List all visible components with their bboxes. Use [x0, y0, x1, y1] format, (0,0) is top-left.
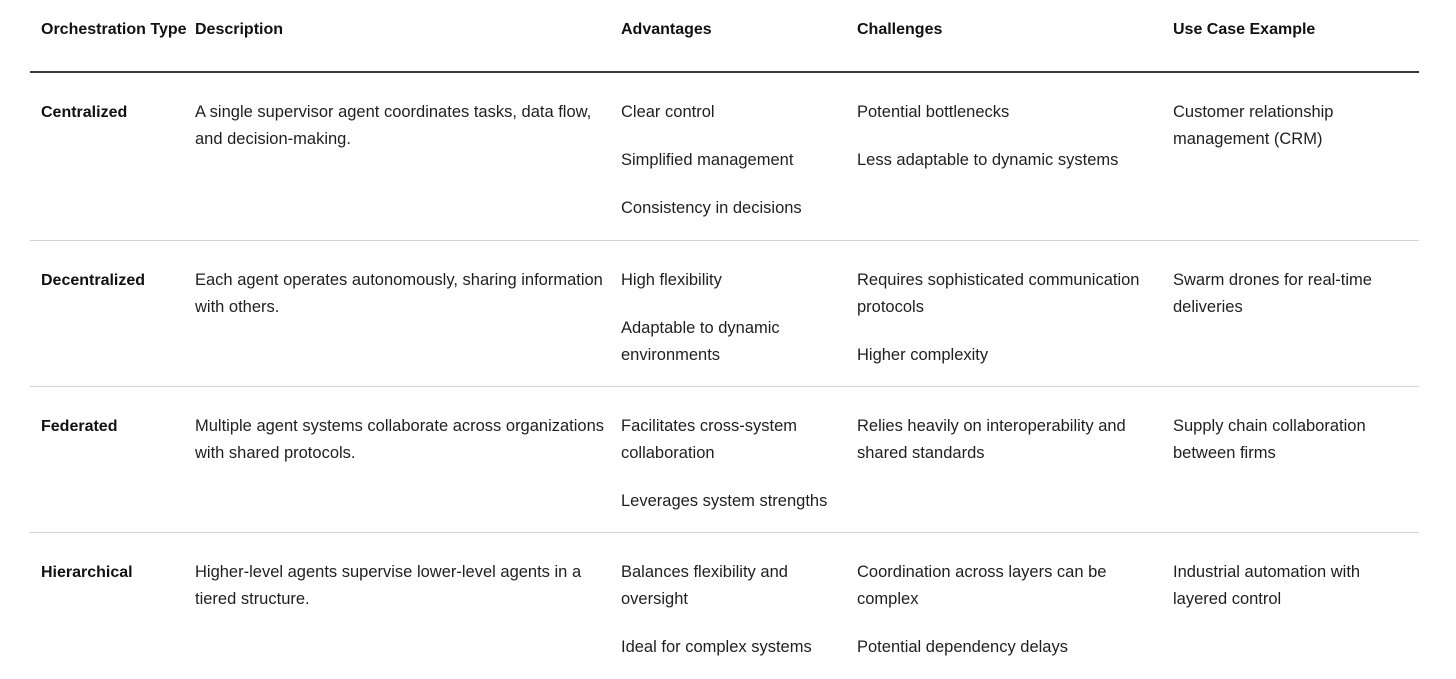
cell-use-case-example: Industrial automation with layered control — [1173, 563, 1361, 608]
challenge-item: Less adaptable to dynamic systems — [857, 151, 1119, 169]
table-row — [30, 533, 1419, 678]
advantage-item: Consistency in decisions — [621, 199, 802, 217]
challenge-item: Relies heavily on interoperability and shared standards — [857, 417, 1126, 462]
header-challenges: Challenges — [857, 21, 943, 38]
header-description: Description — [195, 21, 284, 38]
advantage-item: Leverages system strengths — [621, 492, 828, 510]
cell-use-case-example: Swarm drones for real-time deliveries — [1173, 271, 1372, 316]
cell-orchestration-type: Hierarchical — [41, 564, 133, 581]
advantage-item: Adaptable to dynamic environments — [621, 319, 780, 364]
cell-orchestration-type: Decentralized — [41, 272, 146, 289]
cell-description: Multiple agent systems collaborate across organizations with shared protocols. — [195, 417, 605, 462]
table-row — [30, 241, 1419, 387]
orchestration-types-table — [30, 0, 1419, 678]
table-row — [30, 387, 1419, 533]
challenge-item: Coordination across layers can be complex — [857, 563, 1107, 608]
cell-use-case-example: Supply chain collaboration between firms — [1173, 417, 1366, 462]
cell-description: Higher-level agents supervise lower-level agents in a tiered structure. — [195, 563, 582, 608]
cell-challenges — [857, 99, 1157, 174]
cell-advantages — [621, 99, 851, 222]
cell-challenges — [857, 413, 1157, 467]
cell-description: A single supervisor agent coordinates tasks, data flow, and decision-making. — [195, 103, 592, 148]
cell-description: Each agent operates autonomously, sharing information with others. — [195, 271, 603, 316]
cell-challenges — [857, 559, 1157, 661]
cell-advantages — [621, 413, 851, 515]
challenge-item: Potential bottlenecks — [857, 103, 1010, 121]
header-advantages: Advantages — [621, 21, 712, 38]
advantage-item: High flexibility — [621, 271, 722, 289]
cell-advantages — [621, 559, 851, 661]
cell-orchestration-type: Federated — [41, 418, 118, 435]
cell-challenges — [857, 267, 1157, 369]
advantage-item: Facilitates cross-system collaboration — [621, 417, 798, 462]
advantage-item: Balances flexibility and oversight — [621, 563, 788, 608]
header-orchestration-type: Orchestration Type — [41, 21, 187, 38]
advantage-item: Simplified management — [621, 151, 794, 169]
cell-advantages — [621, 267, 851, 369]
advantage-item: Clear control — [621, 103, 715, 121]
challenge-item: Potential dependency delays — [857, 638, 1068, 656]
table-header-row — [30, 0, 1419, 73]
cell-use-case-example: Customer relationship management (CRM) — [1173, 103, 1334, 148]
challenge-item: Requires sophisticated communication protocols — [857, 271, 1140, 316]
header-use-case-example: Use Case Example — [1173, 21, 1316, 38]
table-row — [30, 73, 1419, 241]
advantage-item: Ideal for complex systems — [621, 638, 812, 656]
challenge-item: Higher complexity — [857, 346, 989, 364]
cell-orchestration-type: Centralized — [41, 104, 128, 121]
